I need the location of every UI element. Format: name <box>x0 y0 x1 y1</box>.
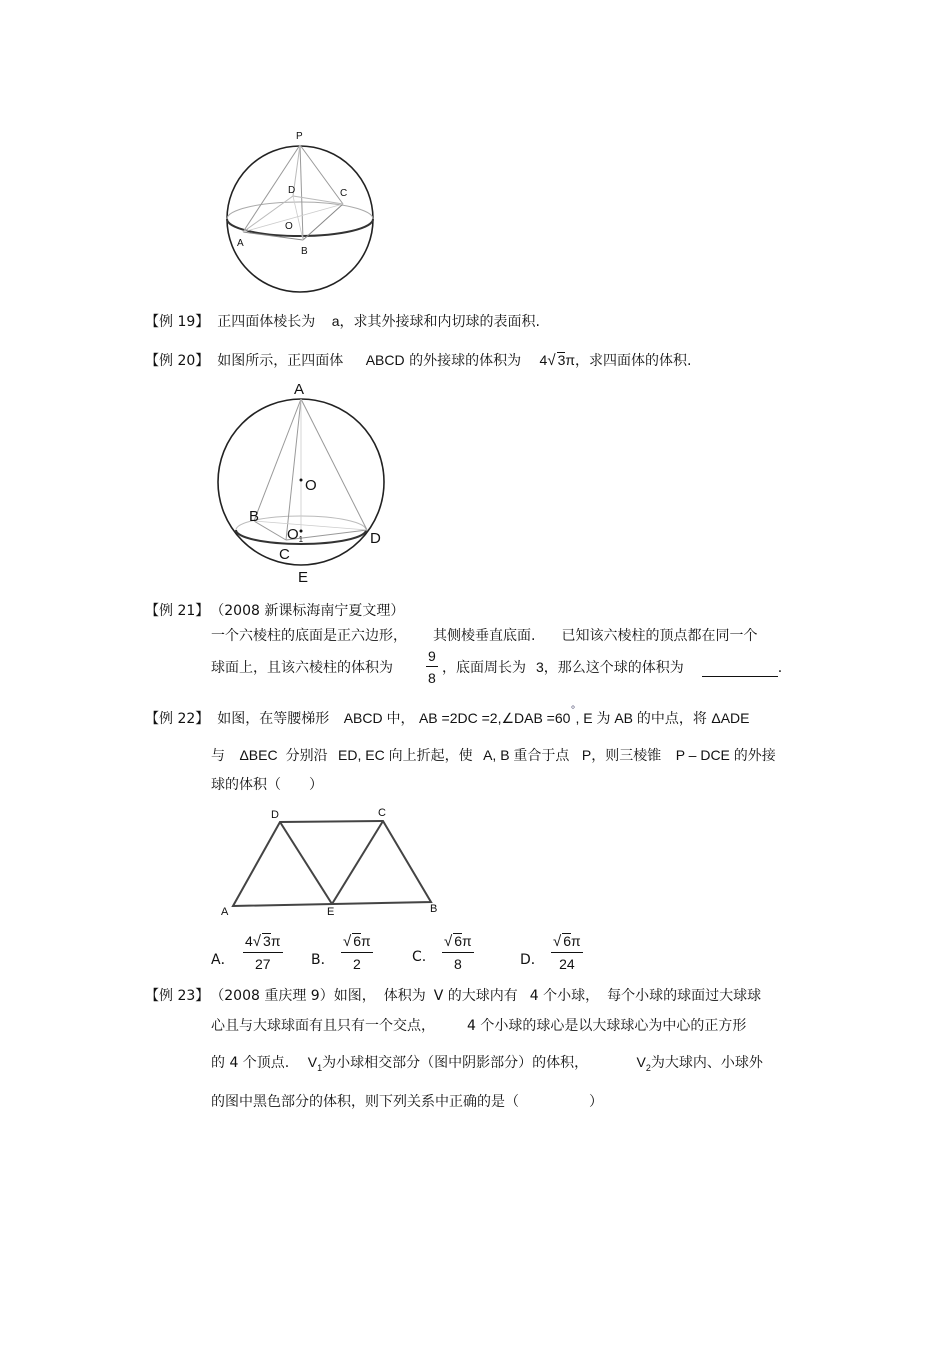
example-22-line-1: 【例 22】 如图，在等腰梯形 ABCD 中， AB =2DC =2,∠DAB =60°, E 为 AB 的中点，将 ΔADE <box>145 705 750 727</box>
example-23-line-3: 的 4 个顶点. $V_1$为小球相交部分（图中阴影部分）的体积， $V_2$为大球内、小球外 <box>211 1054 763 1073</box>
example-21-text-d: 球面上，且该六棱柱的体积为 <box>211 660 393 676</box>
example-20-tetra-name: ABCD <box>365 352 405 368</box>
example-20-volume: 4√ 3π <box>539 352 576 369</box>
fig20-label-d: D <box>370 530 381 547</box>
example-23-line-4: 的图中黑色部分的体积，则下列关系中正确的是（ ） <box>211 1094 603 1110</box>
example-21-text-c: 已知该六棱柱的顶点都在同一个 <box>561 628 758 644</box>
fig20-label-e: E <box>298 569 309 586</box>
example-21-text-a: 一个六棱柱的底面是正六边形， <box>211 628 407 644</box>
example-20 <box>145 350 691 370</box>
example-22-line-2: 与 ΔBEC 分别沿 ED, EC 向上折起，使 A, B 重合于点 P，则三棱锥 P – DCE 的外接 <box>211 747 776 764</box>
example-21-header <box>145 600 404 620</box>
option-b-label[interactable]: B． <box>311 952 335 968</box>
fig19-label-a: A <box>237 238 244 249</box>
example-21-fraction: $\frac{9}{8}$ <box>428 648 436 686</box>
example-23-line-1: 【例 23】 （2008 重庆理 9）如图， 体积为 V 的大球内有 4 个小球， 每个小球的球面过大球球 <box>145 988 762 1004</box>
fig20-label-a: A <box>294 381 305 398</box>
option-a-label[interactable]: A． <box>211 952 235 968</box>
figure-20-sphere-tetrahedron <box>210 378 400 588</box>
fig22-label-b: B <box>430 903 438 915</box>
example-22-line-3: 球的体积（ ） <box>211 777 323 793</box>
example-21-source: （2008 新课标海南宁夏文理） <box>217 603 405 619</box>
fig19-label-d: D <box>288 185 296 196</box>
example-23-tag: 【例 23】 <box>145 988 210 1004</box>
example-23-v1: $V_1$ <box>307 1054 323 1073</box>
fig22-label-e: E <box>327 906 335 918</box>
example-21-text-b: 其侧棱垂直底面. <box>433 628 536 644</box>
example-20-text-c: ，求四面体的体积. <box>575 353 692 369</box>
option-c-label[interactable]: C. <box>412 949 427 965</box>
example-21-line-2b: ，底面周长为 3，那么这个球的体积为 . <box>442 659 783 676</box>
fig20-label-b: B <box>249 508 260 525</box>
option-b-value[interactable]: $\frac{√ 6\pi}{2}$ <box>343 933 371 972</box>
example-21-line-1 <box>211 625 757 645</box>
example-23-v2: $V_2$ <box>636 1054 651 1073</box>
example-21-perimeter: 3 <box>536 659 544 675</box>
example-19 <box>145 311 540 331</box>
fig20-label-c: C <box>279 546 290 563</box>
fig19-label-b: B <box>301 246 308 257</box>
fig19-label-c: C <box>340 188 348 199</box>
fig20-label-o: O <box>305 477 317 494</box>
example-20-tag: 【例 20】 <box>145 353 210 369</box>
example-21-tag: 【例 21】 <box>145 603 210 619</box>
example-19-var-a: a <box>331 313 340 329</box>
fig22-label-d: D <box>271 809 279 821</box>
example-21-text-e: ，底面周长为 <box>442 660 526 676</box>
example-22-tag: 【例 22】 <box>145 711 210 727</box>
fig20-label-o1: $O_1$ <box>287 526 304 544</box>
option-a-value[interactable]: $\frac{4√ 3\pi}{27}$ <box>245 933 281 972</box>
figure-22-trapezoid <box>215 803 455 921</box>
option-d-value[interactable]: $\frac{√ 6\pi}{24}$ <box>553 933 581 972</box>
fig22-label-c: C <box>378 807 386 819</box>
figure-19-sphere-pyramid <box>215 125 385 300</box>
option-d-label[interactable]: D． <box>520 952 545 968</box>
example-20-text-b: 的外接球的体积为 <box>409 353 522 369</box>
example-19-text-a: 正四面体棱长为 <box>217 314 316 330</box>
example-19-tag: 【例 19】 <box>145 314 210 330</box>
example-21-answer-blank[interactable] <box>702 662 778 677</box>
option-c-value[interactable]: $\frac{√ 6\pi}{8}$ <box>444 933 472 972</box>
example-19-text-b: ，求其外接球和内切球的表面积. <box>339 314 540 330</box>
example-21-text-f: ，那么这个球的体积为 <box>543 660 684 676</box>
example-21-line-2 <box>211 657 393 677</box>
example-20-text-a: 如图所示，正四面体 <box>217 353 344 369</box>
fig19-label-o: O <box>285 221 293 232</box>
example-23-line-2: 心且与大球球面有且只有一个交点， 4 个小球的球心是以大球球心为中心的正方形 <box>211 1018 747 1034</box>
fig22-label-a: A <box>221 906 229 918</box>
fig19-label-p: P <box>296 131 303 142</box>
